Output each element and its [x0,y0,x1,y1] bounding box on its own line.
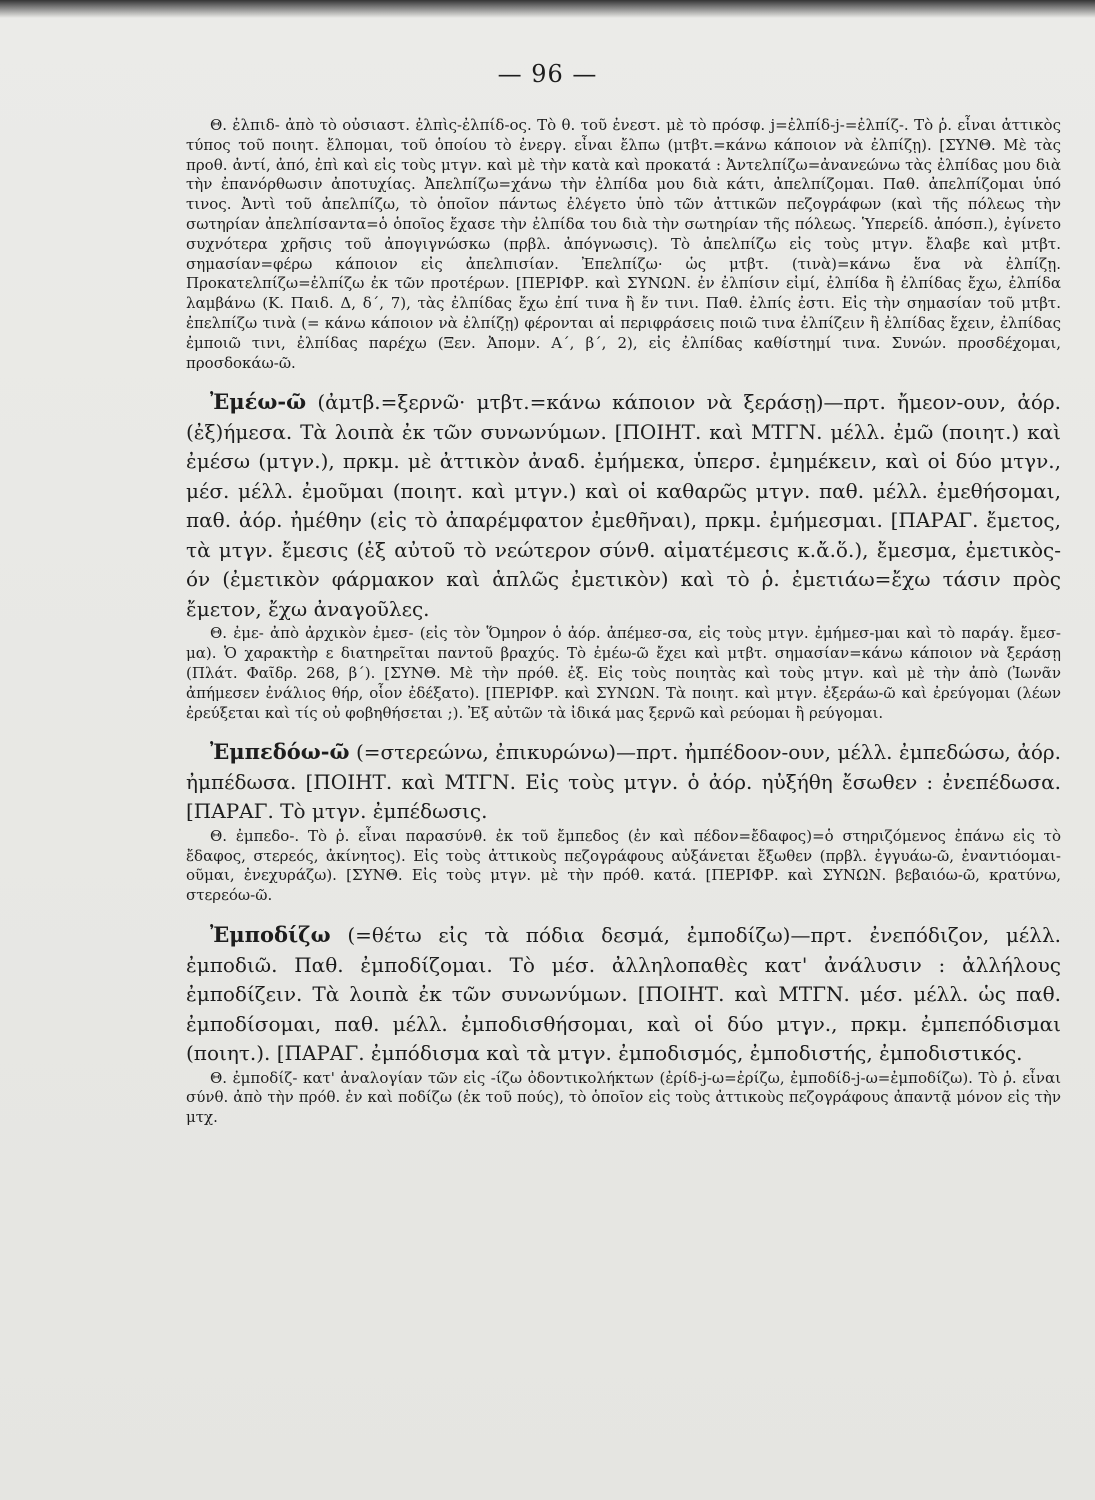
entry-body: (ἀμτβ.=ξερνῶ· μτβτ.=κάνω κάποιον νὰ ξεράσῃ)—πρτ. ἤμεον-ουν, ἀόρ. (ἐξ)ήμεσα. Τὰ λοιπὰ ἐκ τῶν συνωνύμων. [ΠΟΙΗΤ. καὶ ΜΤΓΝ. μέλλ. ἐμῶ (ποιητ.) καὶ ἐμέσω (μτγν.), πρκμ. μὲ ἀττικὸν ἀναδ. ἐμήμεκα, ὑπερσ. ἐμημέκειν, καὶ οἱ δύο μτγν., μέσ. μέλλ. ἐμοῦμαι (ποιητ. καὶ μτγν.) καὶ οἱ καθαρῶς μτγν. παθ. μέλλ. ἐμεθήσομαι, παθ. ἀόρ. ἠμέθην (εἰς τὸ ἀπαρέμφατον ἐμεθῆναι), πρκμ. ἐμήμεσμαι. [ΠΑΡΑΓ. ἔμετος, τὰ μτγν. ἔμεσις (ἐξ αὐτοῦ τὸ νεώτερον σύνθ. αἱματέμεσις κ.ἄ.ὅ.), ἔμεσμα, ἐμετικὸς-όν (ἐμετικὸν φάρμακον καὶ ἁπλῶς ἐμετικὸν) καὶ τὸ ῥ. ἐμετιάω=ἔχω τάσιν πρὸς ἔμετον, ἔχω ἀναγοῦλες. [186,390,1062,621]
dictionary-entry-continued [186,116,1061,373]
entry-lemma: Ἐμέω-ῶ [210,389,307,415]
entry-lemma: Ἐμποδίζω [210,922,331,948]
entry-etymology: Θ. ἐμε- ἀπὸ ἀρχικὸν ἐμεσ- (εἰς τὸν Ὅμηρον ὁ ἀόρ. ἀπέμεσ-σα, εἰς τοὺς μτγν. ἐμήμεσ-μαι καὶ τὸ παράγ. ἔμεσ-μα). Ὁ χαρακτὴρ ε διατηρεῖται παντοῦ βραχύς. Τὸ ἐμέω-ῶ ἔχει καὶ μτβτ. σημασίαν=κάνω κάποιον νὰ ξεράσῃ (Πλάτ. Φαῖδρ. 268, β΄). [ΣΥΝΘ. Μὲ τὴν πρόθ. ἐξ. Εἰς τοὺς ποιητὰς καὶ τοὺς μτγν. καὶ μὲ τὴν ἀπὸ (Ἰωνᾶν ἀπήμεσεν ἐνάλιος θήρ, οἷον ἐδέξατο). [ΠΕΡΙΦΡ. καὶ ΣΥΝΩΝ. Τὰ ποιητ. καὶ μτγν. ἐξεράω-ῶ καὶ ἐρεύγομαι (λέων ἐρεύξεται καὶ τίς οὐ φοβηθήσεται ;). Ἐξ αὐτῶν τὰ ἰδικά μας ξερνῶ καὶ ρεύομαι ἢ ρεύγομαι. [186,624,1061,722]
entry-lemma: Ἐμπεδόω-ῶ [210,739,350,765]
entry-body: (=στερεώνω, ἐπικυρώνω)—πρτ. ἠμπέδοον-ουν, μέλλ. ἐμπεδώσω, ἀόρ. ἠμπέδωσα. [ΠΟΙΗΤ. καὶ ΜΤΓΝ. Εἰς τοὺς μτγν. ὁ ἀόρ. ηὐξήθη ἔσωθεν : ἐνεπέδωσα. [ΠΑΡΑΓ. Τὸ μτγν. ἐμπέδωσις. [186,740,1061,824]
entry-main-paragraph [186,920,1061,1069]
scan-top-shadow [0,0,1095,18]
entry-etymology: Θ. ἐμπεδο-. Τὸ ῥ. εἶναι παρασύνθ. ἐκ τοῦ ἔμπεδος (ἐν καὶ πέδον=ἔδαφος)=ὁ στηριζόμενος ἐπάνω εἰς τὸ ἔδαφος, στερεός, ἀκίνητος). Εἰς τοὺς ἀττικοὺς πεζογράφους αὐξάνεται ἔξωθεν (πρβλ. ἐγγυάω-ῶ, ἐναντιόομαι-οῦμαι, ἐνεχυράζω). [ΣΥΝΘ. Εἰς τοὺς μτγν. μὲ τὴν πρόθ. κατά. [ΠΕΡΙΦΡ. καὶ ΣΥΝΩΝ. βεβαιόω-ῶ, κρατύνω, στερεόω-ῶ. [186,826,1061,905]
entry-etymology: Θ. ἐμποδίζ- κατ' ἀναλογίαν τῶν εἰς -ίζω ὀδοντικολήκτων (ἐρίδ-j-ω=ἐρίζω, ἐμποδίδ-j-ω=ἐμποδίζω). Τὸ ῥ. εἶναι σύνθ. ἀπὸ τὴν πρόθ. ἐν καὶ ποδίζω (ἐκ τοῦ πούς), τὸ ὁποῖον εἰς τοὺς ἀττικοὺς πεζογράφους ἀπαντᾷ μόνον εἰς τὴν μτχ. [186,1068,1061,1127]
dictionary-entry-empedoo [186,737,1061,906]
entry-main-paragraph [186,737,1061,827]
entry-body: (=θέτω εἰς τὰ πόδια δεσμά, ἐμποδίζω)—πρτ. ἐνεπόδιζον, μέλλ. ἐμποδιῶ. Παθ. ἐμποδίζομαι. Τὸ μέσ. ἀλληλοπαθὲς κατ' ἀνάλυσιν : ἀλλήλους ἐμποδίζειν. Τὰ λοιπὰ ἐκ τῶν συνωνύμων. [ΠΟΙΗΤ. καὶ ΜΤΓΝ. μέσ. μέλλ. ὡς παθ. ἐμποδίσομαι, παθ. μέλλ. ἐμποδισθήσομαι, καὶ οἱ δύο μτγν., πρκμ. ἐμπεπόδισμαι (ποιητ.). [ΠΑΡΑΓ. ἐμπόδισμα καὶ τὰ μτγν. ἐμποδισμός, ἐμποδιστής, ἐμποδιστικός. [186,923,1061,1066]
page-content [186,116,1061,1142]
dictionary-entry-empodizo [186,920,1061,1128]
entry-etymology: Θ. ἐλπιδ- ἀπὸ τὸ οὐσιαστ. ἐλπὶς-ἐλπίδ-ος. Τὸ θ. τοῦ ἐνεστ. μὲ τὸ πρόσφ. j=ἐλπίδ-j-=ἐλπίζ-. Τὸ ῥ. εἶναι ἀττικὸς τύπος τοῦ ποιητ. ἔλπομαι, τοῦ ὁποίου τὸ ἐνεργ. εἶναι ἔλπω (μτβτ.=κάνω κάποιον νὰ ἐλπίζῃ). [ΣΥΝΘ. Μὲ τὰς προθ. ἀντί, ἀπό, ἐπὶ καὶ εἰς τοὺς μτγν. καὶ μὲ τὴν κατὰ καὶ προκατά : Ἀντελπίζω=ἀνανεώνω τὰς ἐλπίδας μου διὰ τὴν ἐπανόρθωσιν ἀποτυχίας. Ἀπελπίζω=χάνω τὴν ἐλπίδα μου διὰ κάτι, ἀπελπίζομαι. Παθ. ἀπελπίζομαι ὑπό τινος. Ἀντὶ τοῦ ἀπελπίζω, τὸ ὁποῖον πάντως ἐλέγετο ὑπὸ τῶν ἀττικῶν πεζογράφων (καὶ τῆς πόλεως τὴν σωτηρίαν ἀπελπίσαντα=ὁ ὁποῖος ἔχασε τὴν ἐλπίδα του διὰ τὴν σωτηρίαν τῆς πόλεως. Ὑπερείδ. ἀπόσπ.), ἐγίνετο συχνότερα χρῆσις τοῦ ἀπογιγνώσκω (πρβλ. ἀπόγνωσις). Τὸ ἀπελπίζω εἰς τοὺς μτγν. ἔλαβε καὶ μτβτ. σημασίαν=φέρω κάποιον εἰς ἀπελπισίαν. Ἐπελπίζω· ὡς μτβτ. (τινὰ)=κάνω ἕνα νὰ ἐλπίζῃ. Προκατελπίζω=ἐλπίζω ἐκ τῶν προτέρων. [ΠΕΡΙΦΡ. καὶ ΣΥΝΩΝ. ἐν ἐλπίσιν εἰμί, ἐλπίδα ἢ ἐλπίδας ἔχω, ἐλπίδα λαμβάνω (Κ. Παιδ. Δ, δ΄, 7), τὰς ἐλπίδας ἔχω ἐπί τινα ἢ ἔν τινι. Παθ. ἐλπίς ἐστι. Εἰς τὴν σημασίαν τοῦ μτβτ. ἐπελπίζω τινὰ (= κάνω κάποιον νὰ ἐλπίζῃ) φέρονται αἱ περιφράσεις ποιῶ τινα ἐλπίζειν ἢ ἐλπίδας ἔχειν, ἐλπίδας ἐμποιῶ τινι, ἐλπίδας παρέχω (Ξεν. Ἀπομν. Α΄, β΄, 2), εἰς ἐλπίδας καθίστημί τινα. Συνών. προσδέχομαι, προσδοκάω-ῶ. [186,116,1061,372]
page-number: — 96 — [497,60,598,88]
dictionary-entry-emeo [186,387,1061,723]
entry-main-paragraph [186,387,1061,624]
